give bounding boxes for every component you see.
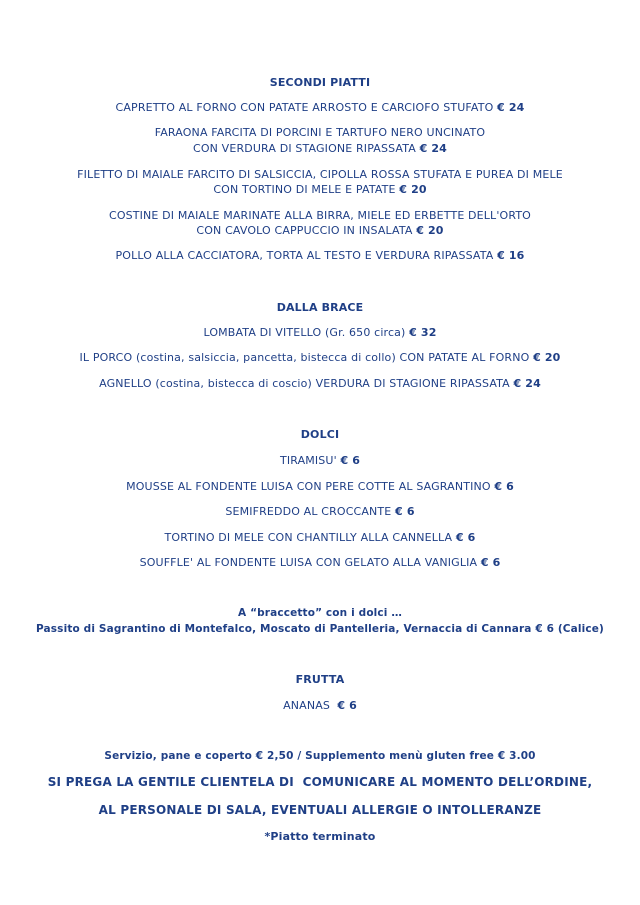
price: € 24 — [497, 101, 525, 114]
menu-item: POLLO ALLA CACCIATORA, TORTA AL TESTO E VERDURA RIPASSATA € 16 — [115, 249, 525, 262]
menu-item: CON TORTINO DI MELE E PATATE € 20 — [213, 183, 427, 196]
price: € 6 — [340, 454, 361, 467]
menu-item: ANANAS € 6 — [283, 699, 357, 712]
menu-item: AGNELLO (costina, bistecca di coscio) VERDURA DI STAGIONE RIPASSATA € 24 — [99, 377, 541, 390]
menu-item: TORTINO DI MELE CON CHANTILLY ALLA CANNELLA € 6 — [164, 531, 476, 544]
braccetto-wines: Passito di Sagrantino di Montefalco, Moscato di Pantelleria, Vernaccia di Cannara € 6 (Calice) — [35, 623, 604, 635]
menu-item: CAPRETTO AL FORNO CON PATATE ARROSTO E CARCIOFO STUFATO € 24 — [115, 101, 525, 114]
allergy-notice-line2: AL PERSONALE DI SALA, EVENTUALI ALLERGIE O INTOLLERANZE — [98, 803, 542, 817]
menu-item: MOUSSE AL FONDENTE LUISA CON PERE COTTE AL SAGRANTINO € 6 — [126, 480, 514, 493]
menu-item: SEMIFREDDO AL CROCCANTE € 6 — [225, 505, 415, 518]
menu-item: LOMBATA DI VITELLO (Gr. 650 circa) € 32 — [203, 326, 437, 339]
braccetto-title: A “braccetto” con i dolci … — [237, 607, 403, 619]
price: € 16 — [497, 249, 525, 262]
price: € 6 — [480, 556, 501, 569]
service-charge-note: Servizio, pane e coperto € 2,50 / Supplemento menù gluten free € 3.00 — [104, 750, 536, 762]
price: € 20 — [399, 183, 427, 196]
section-title-secondi: SECONDI PIATTI — [269, 76, 371, 89]
menu-item: CON VERDURA DI STAGIONE RIPASSATA € 24 — [193, 142, 447, 155]
price: € 6 — [337, 699, 357, 712]
menu-item-line: FARAONA FARCITA DI PORCINI E TARTUFO NERO UNCINATO — [154, 126, 486, 139]
allergy-notice-line1: SI PREGA LA GENTILE CLIENTELA DI COMUNICARE AL MOMENTO DELL’ORDINE, — [47, 775, 593, 789]
section-title-dolci: DOLCI — [300, 428, 340, 441]
menu-item: SOUFFLE' AL FONDENTE LUISA CON GELATO ALLA VANIGLIA € 6 — [139, 556, 501, 569]
price: € 32 — [409, 326, 437, 339]
menu-item: CON CAVOLO CAPPUCCIO IN INSALATA € 20 — [196, 224, 444, 237]
menu-item-line: FILETTO DI MAIALE FARCITO DI SALSICCIA, CIPOLLA ROSSA STUFATA E PUREA DI MELE — [77, 168, 563, 181]
section-title-frutta: FRUTTA — [295, 673, 345, 686]
menu-item-line: COSTINE DI MAIALE MARINATE ALLA BIRRA, MIELE ED ERBETTE DELL'ORTO — [109, 209, 531, 222]
price: € 6 — [455, 531, 476, 544]
finished-dish-note: *Piatto terminato — [264, 830, 376, 843]
section-title-brace: DALLA BRACE — [276, 301, 364, 314]
price: € 24 — [513, 377, 541, 390]
price: € 20 — [533, 351, 561, 364]
menu-item: IL PORCO (costina, salsiccia, pancetta, bistecca di collo) CON PATATE AL FORNO € 20 — [79, 351, 561, 364]
price: € 20 — [416, 224, 444, 237]
price: € 6 — [395, 505, 415, 518]
menu-item: TIRAMISU' € 6 — [279, 454, 361, 467]
price: € 6 — [494, 480, 514, 493]
price: € 24 — [419, 142, 447, 155]
